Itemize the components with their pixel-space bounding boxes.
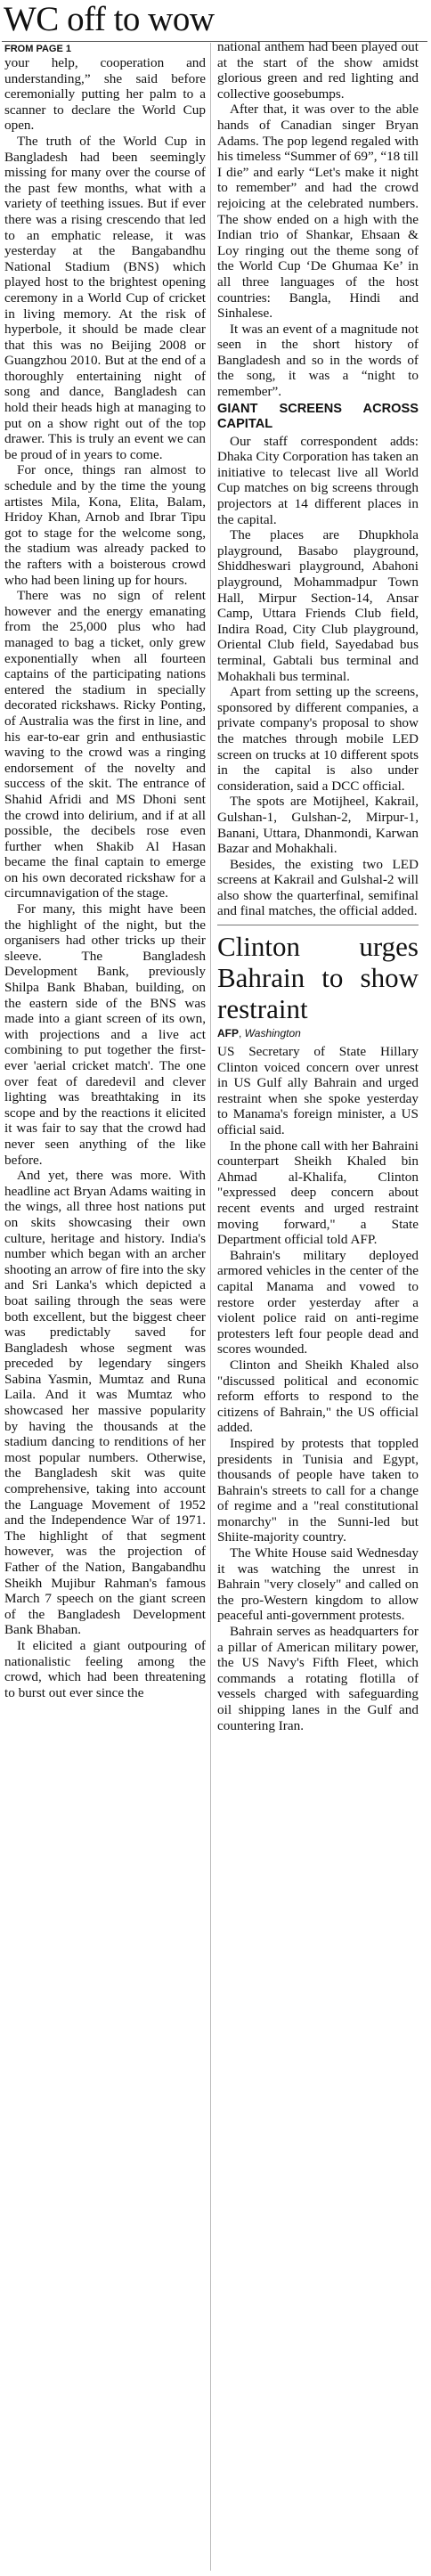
story-paragraph: Besides, the existing two LED screens at Kakrail and Gulshal-2 will also show the quarterfinal, semifinal and final matches, the official added. [217, 856, 419, 919]
story-column-2 [217, 39, 419, 1733]
continuation-kicker: FROM PAGE 1 [4, 44, 71, 54]
story-paragraph: The truth of the World Cup in Bangladesh had been seemingly missing for many over the course of the past few months, what with a variety of teething issues. But if ever there was a rising crescendo that led to an emphatic release, it was yesterday at the Bangabandhu National Stadium (BNS) which played host to the brightest opening ceremony in a World Cup of cricket in living memory. At the risk of hyperbole, it should be made clear that this was no Beijing 2008 or Guangzhou 2010. But at the end of a thoroughly entertaining night of song and dance, Bangladesh can hold their heads high at managing to put on a show right out of the top drawer. This is truly an event we can be proud of in years to come. [4, 133, 206, 462]
story-paragraph: For many, this might have been the highlight of the night, but the organisers had other tricks up their sleeve. The Bangladesh Development Bank, previously Shilpa Bank Bhaban, building, on the eastern side of the BNS was made into a giant screen of its own, with projections and a live act combining to put together the first-ever 'aerial cricket match'. The one over feat of daredevil and clever lighting was breathtaking in its scope and by the reactions it elicited it was fair to say that the crowd had never seen anything of the like before. [4, 901, 206, 1168]
story-paragraph: national anthem had been played out at the start of the show amidst glorious green and red lighting and collective goosebumps. [217, 39, 419, 102]
story-paragraph: The spots are Motijheel, Kakrail, Gulshan-1, Gulshan-2, Mirpur-1, Banani, Uttara, Dhanmondi, Karwan Bazar and Mohakhali. [217, 794, 419, 857]
story-headline: WC off to wow [4, 0, 215, 38]
byline-agency: AFP [217, 1027, 239, 1040]
story-paragraph: US Secretary of State Hillary Clinton voiced concern over unrest in US Gulf ally Bahrain and urged restraint when she spoke yesterday to Manama's foreign minister, a US official said. [217, 1044, 419, 1138]
story-paragraph: It was an event of a magnitude not seen in the short history of Bangladesh and so in the words of the song, it was a “night to remember”. [217, 321, 419, 400]
story-paragraph: In the phone call with her Bahraini counterpart Sheikh Khaled bin Ahmad al-Khalifa, Clinton "expressed deep concern about recent events and urged restraint moving forward," a State Department official told AFP. [217, 1137, 419, 1248]
story-column-1 [4, 43, 206, 1700]
story-paragraph: Bahrain serves as headquarters for a pillar of American military power, the US Navy's Fifth Fleet, which commands a rotating flotilla of vessels charged with safeguarding oil shipping lanes in the Gulf and countering Iran. [217, 1624, 419, 1733]
story-paragraph: The places are Dhupkhola playground, Basabo playground, Shiddheswari playground, Abahoni playground, Mohammadpur Town Hall, Mirpur Section-14, Ansar Camp, Uttara Friends Club field, Indira Road, City Club playground, Oriental Club field, Sayedabad bus terminal, Gabtali bus terminal and Mohakhali bus terminal. [217, 527, 419, 684]
story-paragraph: And yet, there was more. With headline act Bryan Adams waiting in the wings, all three host nations put on skits showcasing their own culture, heritage and history. India's number which began with an archer shooting an arrow of fire into the sky and Sri Lanka's which depicted a boat sailing through the seas were both excellent, but the biggest cheer was predictably saved for Bangladesh whose segment was preceded by legendary singers Sabina Yasmin, Mumtaz and Runa Laila. And it was Mumtaz who showcased her massive popularity by having the thousands at the stadium dancing to renditions of her most popular numbers. Otherwise, the Bangladesh skit was quite comprehensive, taking into account the Language Movement of 1952 and the Independence War of 1971. The highlight of that segment however, was the projection of Father of the Nation, Bangabandhu Sheikh Mujibur Rahman's famous March 7 speech on the giant screen of the Bangladesh Development Bank Bhaban. [4, 1168, 206, 1638]
story-paragraph: The White House said Wednesday it was watching the unrest in Bahrain "very closely" and called on the pro-Western kingdom to allow peaceful anti-government protests. [217, 1545, 419, 1624]
byline-place: Washington [244, 1027, 301, 1040]
second-story-headline: Clinton urges Bahrain to show restraint [217, 931, 419, 1025]
story-paragraph: For once, things ran almost to schedule and by the time the young artistes Mila, Kona, Elita, Balam, Hridoy Khan, Arnob and Ibrar Tipu got to stage for the welcome song, the stadium was already packed to the rafters with a boisterous crowd who had been lining up for hours. [4, 462, 206, 588]
story-paragraph: Our staff correspondent adds: Dhaka City Corporation has taken an initiative to telecast live all World Cup matches on big screens through projectors at 14 different places in the capital. [217, 433, 419, 527]
story-paragraph: Apart from setting up the screens, sponsored by different companies, a private company's proposal to show the matches through mobile LED screen on trucks at 10 different spots in the capital is also under consideration, said a DCC official. [217, 684, 419, 794]
story-paragraph: Bahrain's military deployed armored vehicles in the center of the capital Manama and vowed to restore order yesterday after a violent police raid on anti-regime protesters left four people dead and scores wounded. [217, 1247, 419, 1357]
story-paragraph: It elicited a giant outpouring of nationalistic feeling among the crowd, which had been threatening to burst out ever since the [4, 1637, 206, 1700]
column-divider [210, 43, 211, 2571]
section-subhead: GIANT SCREENS ACROSS CAPITAL [217, 401, 419, 431]
byline: AFP, Washington [217, 1027, 301, 1040]
story-paragraph: Clinton and Sheikh Khaled also "discussed political and economic reform efforts to respond to the citizens of Bahrain," the US official added. [217, 1357, 419, 1436]
story-paragraph: There was no sign of relent however and the energy emanating from the 25,000 plus who had managed to bag a ticket, only grew exponentially when all fourteen captains of the participating nations entered the stadium in specially decorated rickshaws. Ricky Ponting, of Australia was the first in line, and his ear-to-ear grin and enthusiastic waving to the crowd was a ringing endorsement of the novelty and success of the skit. The entrance of Shahid Afridi and MS Dhoni sent the crowd into delirium, and if at all possible, the decibels rose even further when Shakib Al Hasan became the final captain to emerge on his own decorated rickshaw for a circumnavigation of the stage. [4, 588, 206, 901]
story-paragraph: your help, cooperation and understanding,” she said before ceremonially putting her palm to a scanner to declare the World Cup open. [4, 55, 206, 134]
story-paragraph: Inspired by protests that toppled presidents in Tunisia and Egypt, thousands of people have taken to Bahrain's streets to call for a change of regime and a "real constitutional monarchy" in the Sunni-led but Shiite-majority country. [217, 1435, 419, 1545]
story-paragraph: After that, it was over to the able hands of Canadian singer Bryan Adams. The pop legend regaled with his timeless “Summer of 69”, “18 till I die” and early “Let's make it night to remember” and had the crowd rejoicing at the celebrated numbers. The show ended on a high with the Indian trio of Shankar, Ehsaan & Loy ringing out the theme song of the World Cup ‘De Ghumaa Ke’ in all three languages of the host countries: Bangla, Hindi and Sinhalese. [217, 102, 419, 322]
